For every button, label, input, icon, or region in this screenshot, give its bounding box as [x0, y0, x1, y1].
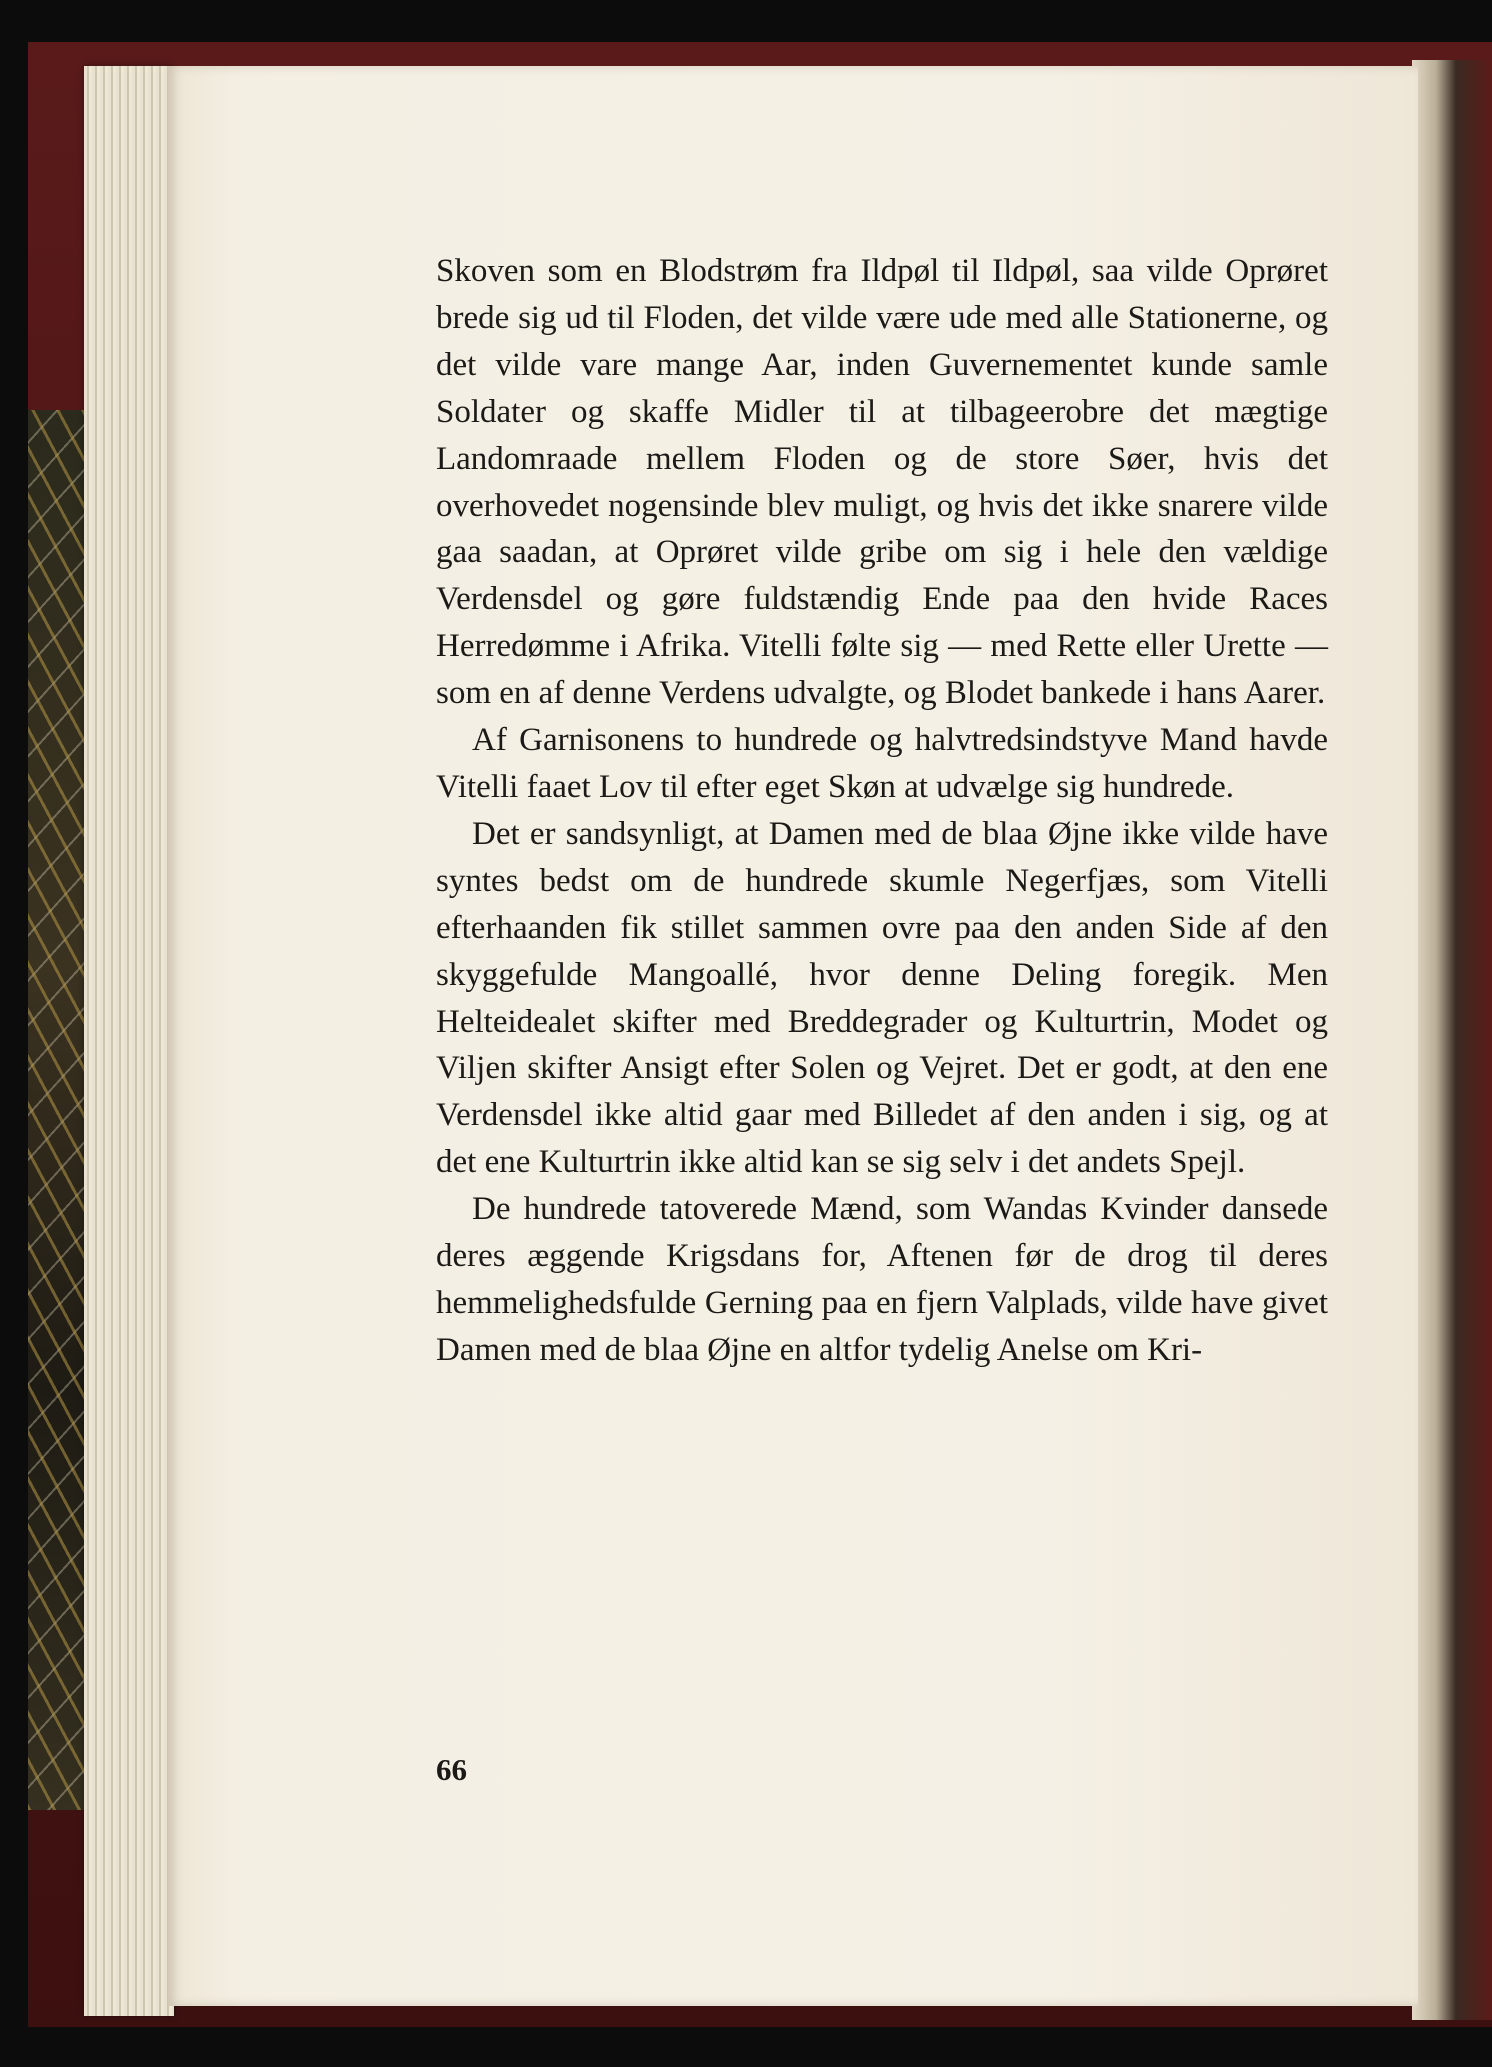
marbled-endpaper — [28, 410, 90, 1810]
page-number: 66 — [436, 1752, 467, 1787]
paragraph-4: De hundrede tatoverede Mænd, som Wandas Kvinder dansede deres æggende Krigsdans for, Aftenen før de drog til deres hemmelighedsfulde Gerning paa en fjern Valplads, vilde have givet Damen med de blaa Øjne en altfor tydelig Anelse om Kri- — [436, 1191, 1328, 1368]
book-right-edge — [1412, 60, 1492, 2020]
page-stack-edge — [84, 66, 174, 2016]
paragraph-1: Skoven som en Blodstrøm fra Ildpøl til Ildpøl, saa vilde Oprøret brede sig ud til Floden, det vilde være ude med alle Stationerne, og det vilde vare mange Aar, inden Guvernementet kunde samle Soldater og skaffe Midler til at tilbageerobre det mægtige Landomraade mellem Floden og de store Søer, hvis det overhovedet nogensinde blev muligt, og hvis det ikke snarere vilde gaa saadan, at Oprøret vilde gribe om sig i hele den vældige Verdensdel og gøre fuldstændig Ende paa den hvide Races Herredømme i Afrika. Vitelli følte sig — med Rette eller Urette — som en af denne Verdens udvalgte, og Blodet bankede i hans Aarer. — [436, 253, 1328, 712]
paragraph-2: Af Garnisonens to hundrede og halvtredsindstyve Mand havde Vitelli faaet Lov til efter eget Skøn at udvælge sig hundrede. — [436, 722, 1328, 805]
paragraph-3: Det er sandsynligt, at Damen med de blaa Øjne ikke vilde have syntes bedst om de hundrede skumle Negerfjæs, som Vitelli efterhaanden fik stillet sammen ovre paa den anden Side af den skyggefulde Mangoallé, hvor denne Deling foregik. Men Helteidealet skifter med Breddegrader og Kulturtrin, Modet og Viljen skifter Ansigt efter Solen og Vejret. Det er godt, at den ene Verdensdel ikke altid gaar med Billedet af den anden i sig, og at det ene Kulturtrin ikke altid kan se sig selv i det andets Spejl. — [436, 815, 1328, 1181]
body-text — [436, 248, 1328, 1374]
